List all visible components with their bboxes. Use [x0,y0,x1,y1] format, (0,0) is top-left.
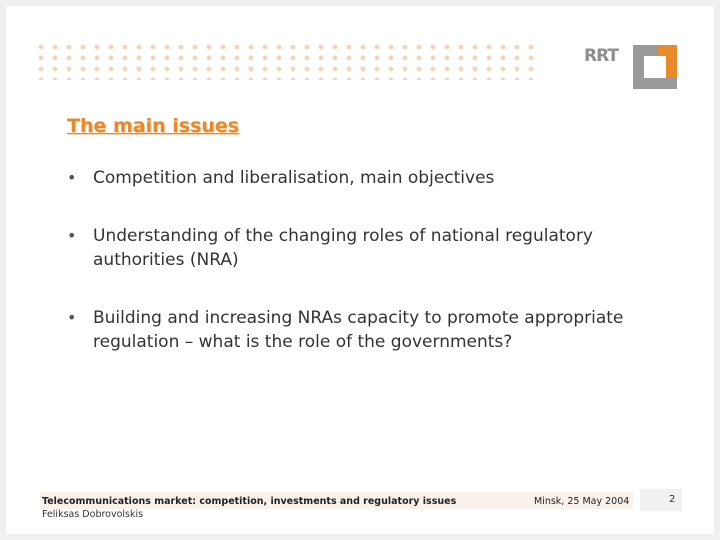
rrt-logo [584,42,684,94]
footer-title-text: Telecommunications market: competition, investments and regulatory issues [42,496,457,507]
page-number-box [640,489,682,511]
bullet-line: Building and increasing NRAs capacity to promote appropriate [93,308,624,328]
footer-author: Feliksas Dobrovolskis [42,509,144,520]
bullet-line: regulation – what is the role of the governments? [93,332,513,352]
footer-date: Minsk, 25 May 2004 [534,496,630,507]
bullet-icon: • [67,308,77,327]
footer-presentation-title [42,496,456,507]
bullet-line: authorities (NRA) [93,250,239,270]
list-item [66,306,623,354]
list-item [66,224,593,272]
decorative-dot-pattern [38,44,540,80]
slide-title: The main issues [67,115,240,137]
bullet-icon: • [67,168,77,187]
list-item [66,166,494,190]
bullet-icon: • [67,226,77,245]
logo-text: RRT [584,46,619,66]
page-number: 2 [669,494,676,505]
bullet-line: Competition and liberalisation, main objectives [93,168,495,188]
bullet-line: Understanding of the changing roles of national regulatory [93,226,593,246]
logo-square-icon [632,44,678,90]
